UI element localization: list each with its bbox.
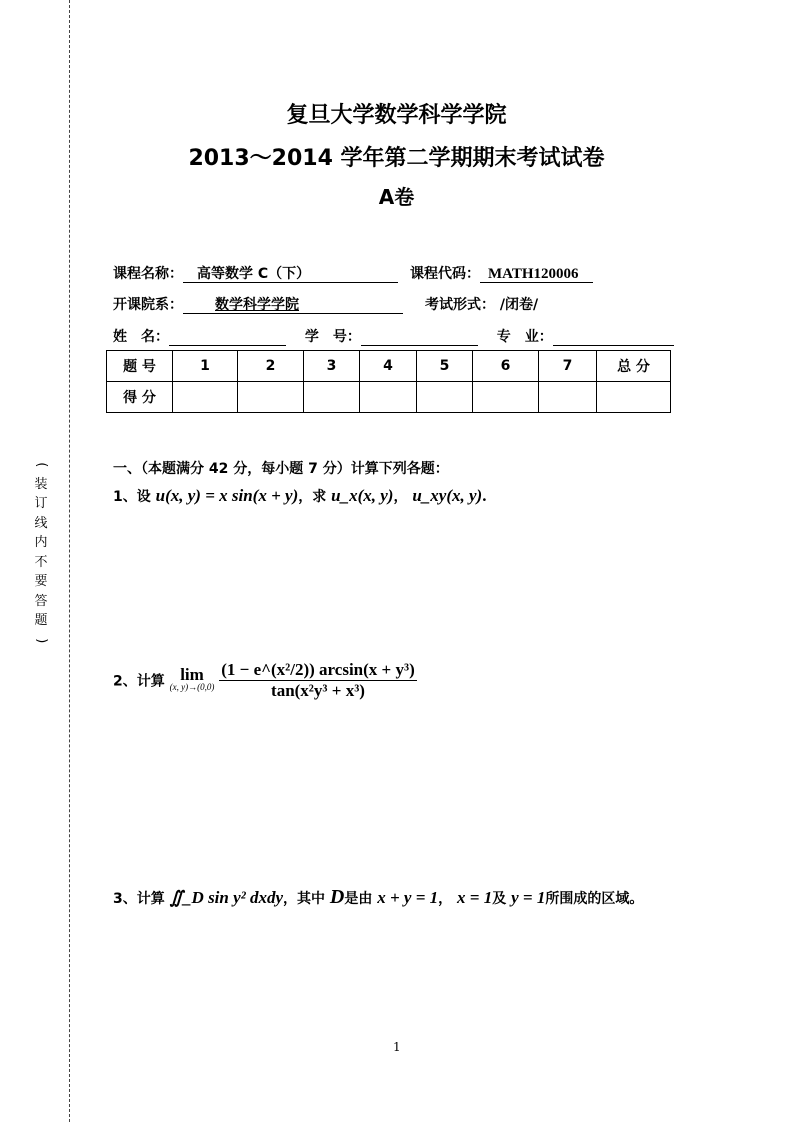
- score-cell[interactable]: [238, 382, 304, 413]
- score-cell[interactable]: [173, 382, 238, 413]
- score-row-label: 得 分: [107, 382, 173, 413]
- header-cell: 题 号: [107, 351, 173, 382]
- school-title: 复旦大学数学科学学院: [286, 103, 507, 128]
- course-code-row: [410, 263, 593, 283]
- dept-value: 数学科学学院: [215, 297, 299, 313]
- note-char: 线: [34, 515, 48, 531]
- course-code-value[interactable]: MATH120006: [480, 266, 593, 283]
- score-cell[interactable]: [597, 382, 671, 413]
- header-cell: 6: [473, 351, 539, 382]
- binding-note: [32, 455, 50, 650]
- note-char: 订: [34, 496, 48, 511]
- course-code-label: 课程代码：: [410, 266, 480, 282]
- table-row: [107, 351, 671, 382]
- q3-text: ，: [438, 891, 453, 907]
- header-cell: 总 分: [597, 351, 671, 382]
- student-id-field[interactable]: [361, 345, 478, 346]
- score-cell[interactable]: [304, 382, 360, 413]
- table-row: [107, 382, 671, 413]
- page-number: 1: [393, 1040, 401, 1054]
- score-cell[interactable]: [417, 382, 473, 413]
- course-name-row: [113, 263, 398, 283]
- dept-field[interactable]: [183, 297, 403, 314]
- q3-text: 是由: [344, 891, 373, 907]
- score-cell[interactable]: [473, 382, 539, 413]
- q1-uxy: u_xy(x, y): [412, 486, 483, 505]
- note-char: 要: [34, 574, 48, 589]
- note-char: 答: [34, 593, 48, 609]
- denominator: tan(x²y³ + x³): [271, 681, 365, 700]
- q3-text: ，其中: [283, 891, 326, 907]
- paper-label: A卷: [378, 185, 415, 209]
- note-char: 不: [34, 554, 48, 570]
- q1-prefix: 1、设: [113, 489, 151, 505]
- note-char: 装: [34, 476, 48, 492]
- question-1: [113, 486, 486, 506]
- exam-title: 2013～2014 学年第二学期期末考试试卷: [188, 146, 605, 171]
- note-char: 题: [34, 613, 48, 628]
- major-field[interactable]: [553, 345, 674, 346]
- lim-subscript: (x, y)→(0,0): [169, 681, 215, 692]
- header-cell: 7: [539, 351, 597, 382]
- exam-form-row: [425, 294, 538, 314]
- header-cell: 1: [173, 351, 238, 382]
- note-char: ): [33, 637, 49, 643]
- id-label: 学 号：: [304, 329, 361, 345]
- exam-form-label: 考试形式：: [425, 297, 495, 313]
- note-char: 内: [34, 535, 48, 550]
- course-name-field[interactable]: [183, 266, 398, 283]
- header-cell: 2: [238, 351, 304, 382]
- question-3: [113, 886, 643, 909]
- q3-D: D: [329, 886, 345, 908]
- question-2: [113, 660, 417, 701]
- q1-expression: u(x, y) = x sin(x + y): [155, 486, 299, 505]
- q3-text: 及: [492, 891, 507, 907]
- note-char: (: [33, 462, 49, 468]
- q3-integral: ∬_D sin y² dxdy: [169, 888, 284, 907]
- name-label: 姓 名：: [113, 329, 169, 345]
- q3-eq1: x + y = 1: [377, 888, 439, 907]
- q1-ux: u_x(x, y): [331, 486, 394, 505]
- exam-form-value: /闭卷/: [499, 297, 539, 313]
- q1-sep: ，: [393, 489, 408, 505]
- dept-label: 开课院系：: [113, 297, 183, 313]
- major-label: 专 业：: [496, 329, 553, 345]
- limit: [169, 664, 215, 694]
- q2-prefix: 2、计算: [113, 673, 165, 690]
- q3-prefix: 3、计算: [113, 891, 165, 907]
- course-name-value: 高等数学 C（下）: [197, 266, 311, 282]
- q3-eq3: y = 1: [511, 888, 546, 907]
- q3-eq2: x = 1: [457, 888, 493, 907]
- q3-text: 所围成的区域。: [545, 891, 644, 907]
- numerator: (1 − e^(x²/2)) arcsin(x + y³): [221, 660, 415, 679]
- dept-row: [113, 294, 403, 314]
- q2-fraction: [219, 660, 417, 701]
- header-cell: 4: [360, 351, 417, 382]
- lim-text: lim: [180, 664, 204, 684]
- student-info-row: [113, 326, 674, 346]
- header-cell: 3: [304, 351, 360, 382]
- section-heading: 一、（本题满分 42 分，每小题 7 分）计算下列各题：: [113, 461, 449, 477]
- score-cell[interactable]: [360, 382, 417, 413]
- course-name-label: 课程名称：: [113, 266, 183, 282]
- q1-text: ，求: [298, 489, 327, 505]
- header-cell: 5: [417, 351, 473, 382]
- score-cell[interactable]: [539, 382, 597, 413]
- score-table: [106, 350, 671, 413]
- name-field[interactable]: [169, 345, 286, 346]
- q1-end: .: [482, 486, 487, 505]
